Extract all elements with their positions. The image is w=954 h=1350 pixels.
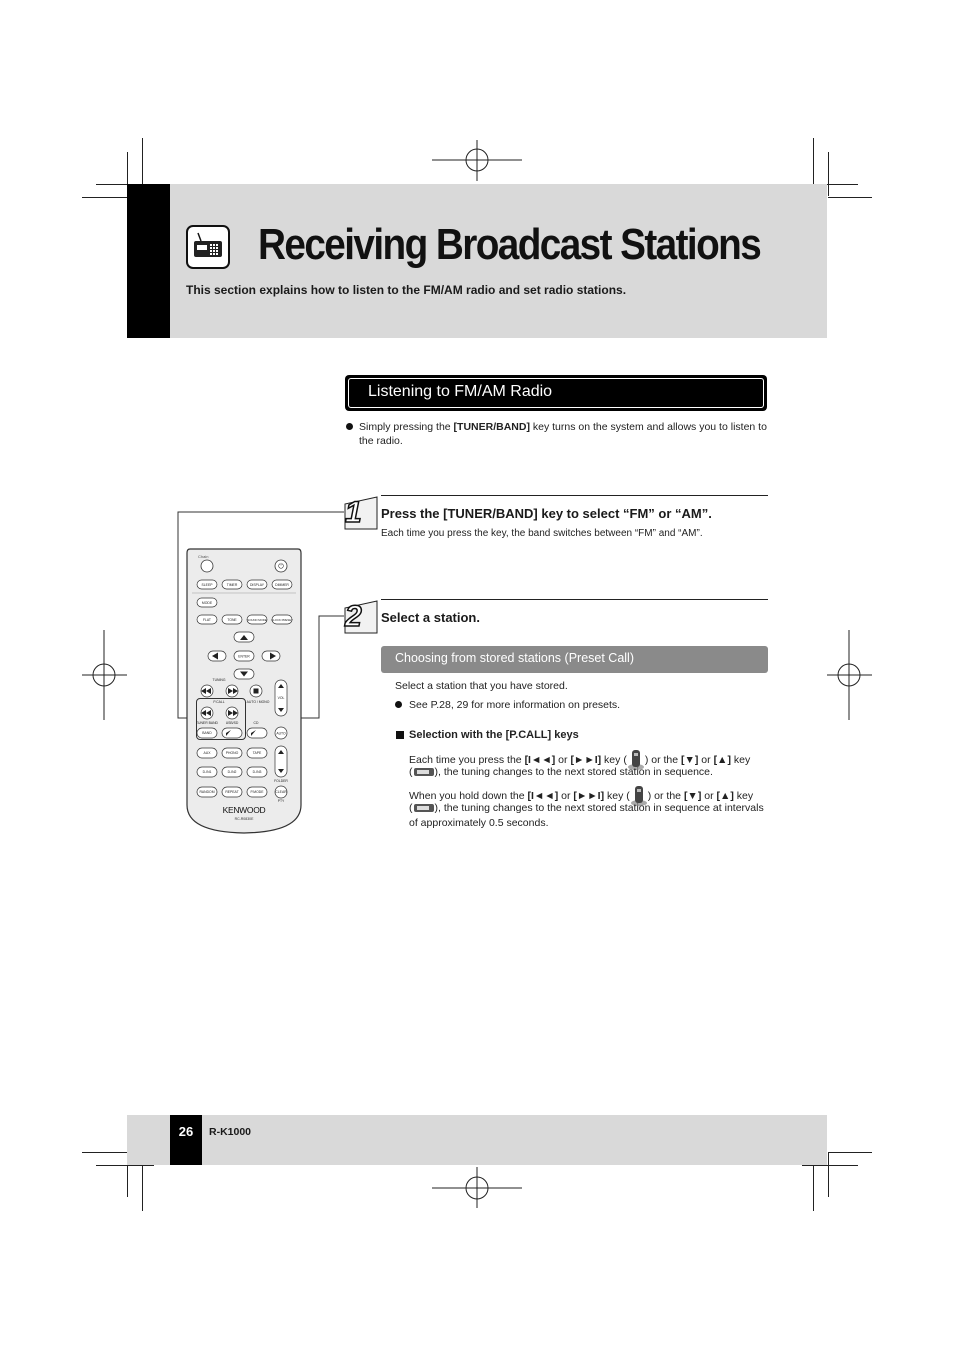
dimmer-label: DIMMER: [275, 583, 289, 587]
tone-label: TONE: [227, 618, 237, 622]
p2-text: When you hold down the: [409, 789, 528, 802]
auto-mono-label: AUTO / MONO: [246, 700, 270, 704]
p2-text: key (: [604, 789, 630, 802]
pcall-label: P.CALL: [213, 700, 225, 704]
aux-label: AUX: [203, 751, 211, 755]
p1-or: or: [555, 753, 571, 766]
chain-label: Chain: [198, 554, 209, 559]
preset-intro: Select a station that you have stored.: [395, 680, 568, 692]
p2-or: or: [701, 789, 717, 802]
p1-text: key (: [601, 753, 627, 766]
remote-model: RC-R0830E: [234, 817, 254, 821]
power-icon: ⏻: [278, 562, 284, 571]
p1-key-prev: [I◄◄]: [524, 753, 556, 766]
p2-text: ), the tuning changes to the next stored station in sequence at intervals: [434, 802, 764, 814]
step-2-title: Select a station.: [381, 610, 480, 625]
tape-label: TAPE: [252, 751, 262, 755]
phono-label: PHONO: [225, 751, 239, 755]
cd-label: CD: [253, 721, 259, 725]
auto-label: AUTO: [276, 731, 286, 736]
pcall-highlight-box: [196, 698, 246, 740]
p1-text: ) or the: [644, 753, 681, 766]
preset-heading: Choosing from stored stations (Preset Call): [395, 651, 634, 665]
d-in2-label: D-IN2: [227, 770, 237, 774]
p1-text: key: [730, 753, 751, 766]
p1-text: ), the tuning changes to the next stored station in sequence.: [434, 766, 713, 778]
step-1-number: 1: [345, 496, 362, 529]
band-label: BAND: [202, 731, 212, 735]
sleep-label: SLEEP: [201, 583, 213, 587]
step-1-body: Each time you press the key, the band switches between “FM” and “AM”.: [381, 528, 703, 539]
remote-control-illustration: [186, 547, 302, 834]
intro-key: [TUNER/BAND]: [453, 421, 530, 433]
p1-text: (: [409, 766, 413, 778]
sound-mode-label: SOUND MODE: [247, 618, 267, 622]
usb-sd-label: USB/SD: [225, 721, 239, 725]
flat-label: FLAT: [202, 618, 212, 622]
p2-key-up: [▲]: [716, 789, 734, 802]
display-label: DISPLAY: [249, 583, 265, 587]
p2-key-next: [►►I]: [573, 789, 605, 802]
section-intro-line2: the radio.: [359, 435, 403, 447]
preset-bullet: See P.28, 29 for more information on presets.: [409, 699, 621, 711]
clear-label: CLEAR: [275, 790, 287, 794]
p2-text: key: [733, 789, 754, 802]
remote-brand-logo: KENWOOD: [222, 805, 266, 815]
p1-key-down: [▼]: [681, 753, 699, 766]
p1-key-up: [▲]: [713, 753, 731, 766]
p2-text: (: [409, 802, 413, 814]
footer-band: [127, 1115, 827, 1165]
intro-text-cont: key turns on the system and allows you to listen to: [529, 421, 767, 433]
page-title: Receiving Broadcast Stations: [258, 220, 761, 269]
mode-label: MODE: [201, 601, 213, 605]
repeat-label: REPEAT: [225, 790, 239, 794]
random-label: RANDOM: [199, 790, 215, 794]
pty-label: PTY: [277, 799, 285, 803]
p1-or: or: [698, 753, 714, 766]
p1-text: Each time you press the: [409, 753, 525, 766]
page-number: 26: [178, 1124, 194, 1139]
tuner-band-label: TUNER BAND: [195, 721, 219, 725]
intro-text: Simply pressing the: [359, 421, 454, 433]
p2-or: or: [558, 789, 574, 802]
p2-key-prev: [I◄◄]: [527, 789, 559, 802]
page-subtitle: This section explains how to listen to the FM/AM radio and set radio stations.: [186, 283, 627, 297]
p2-text: ) or the: [647, 789, 684, 802]
timer-label: TIMER: [226, 583, 238, 587]
chain-button: [201, 560, 213, 572]
footer-page-tab: [170, 1115, 202, 1165]
p-mode-label: P.MODE: [250, 790, 264, 794]
p2-key-down: [▼]: [683, 789, 702, 802]
section-heading: Listening to FM/AM Radio: [368, 383, 553, 400]
folder-label: FOLDER: [274, 779, 288, 783]
enter-label: ENTER: [238, 654, 250, 659]
vol-label: VOL: [277, 696, 285, 700]
step-2-number: 2: [345, 600, 362, 633]
pcall-paragraph-2-line3: of approximately 0.5 seconds.: [409, 817, 549, 829]
step-1-title: Press the [TUNER/BAND] key to select “FM” or “AM”.: [381, 506, 712, 521]
model-name: R-K1000: [209, 1126, 252, 1138]
d-in3-label: D-IN3: [252, 770, 262, 774]
pcall-subheading: Selection with the [P.CALL] keys: [409, 729, 579, 741]
d-in1-label: D-IN1: [202, 770, 212, 774]
tuning-label: TUNING: [212, 678, 226, 682]
clock-preset-label: CLOCK PRESET: [271, 618, 293, 622]
p1-key-next: [►►I]: [570, 753, 602, 766]
